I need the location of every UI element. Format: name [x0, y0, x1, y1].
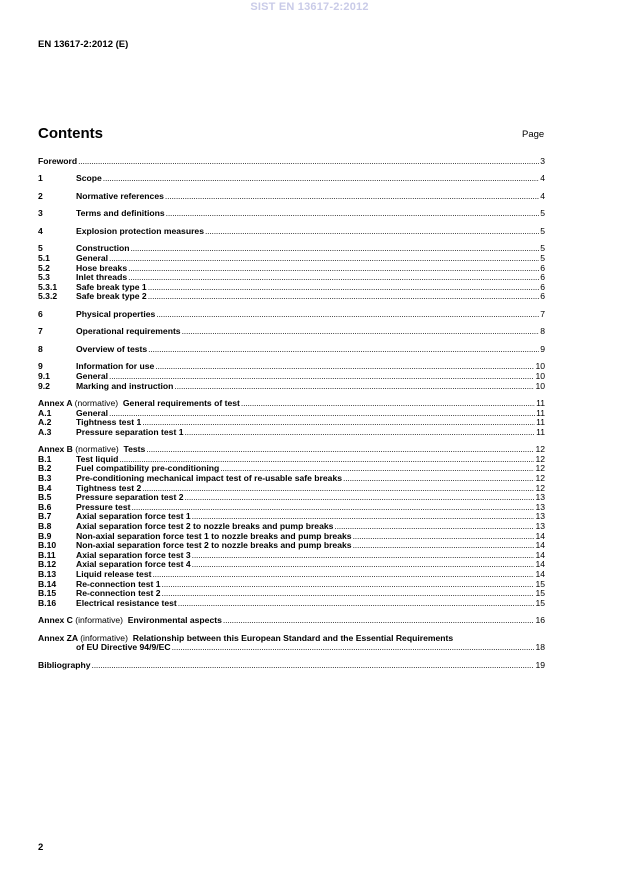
toc-title: Marking and instruction [76, 380, 174, 391]
toc-page: 11 [536, 407, 545, 418]
toc-page: 6 [540, 272, 545, 283]
toc-title: Pressure separation test 1 [76, 426, 184, 437]
leader-dots [155, 362, 534, 372]
toc-page: 12 [535, 482, 545, 493]
annex-title: Environmental aspects [127, 615, 222, 626]
toc-title: Non-axial separation force test 2 to nozzle breaks and pump breaks [76, 540, 352, 551]
toc-page: 15 [535, 578, 545, 589]
annex-title: General requirements of test [122, 398, 240, 408]
toc-number: B.14 [38, 578, 57, 589]
toc-page: 14 [535, 549, 545, 560]
toc-title: Scope [76, 173, 102, 184]
leader-dots [148, 283, 540, 293]
toc-title: Pressure test [76, 501, 131, 512]
leader-dots [156, 310, 539, 320]
toc-number: B.11 [38, 549, 56, 560]
toc-title: Liquid release test [76, 568, 152, 579]
toc-page: 13 [535, 511, 545, 522]
leader-dots [205, 227, 539, 237]
toc-page: 8 [540, 326, 545, 337]
toc-number: 5.2 [38, 262, 50, 273]
toc-title: Inlet threads [76, 272, 128, 283]
toc-title: Bibliography [38, 659, 91, 670]
toc-title: Overview of tests [76, 343, 148, 354]
toc-page: 13 [535, 492, 545, 503]
toc-number: 3 [38, 208, 43, 219]
leader-dots [128, 264, 539, 274]
toc-page: 14 [535, 540, 545, 551]
toc-number: 5 [38, 243, 43, 254]
leader-dots [152, 570, 534, 580]
toc-page: 15 [535, 588, 545, 599]
toc-number: A.1 [38, 407, 52, 418]
toc-title: Re-connection test 1 [76, 578, 161, 589]
toc-entry-foreword[interactable] [38, 157, 545, 167]
leader-dots [172, 643, 535, 653]
toc-title: General [76, 370, 109, 381]
toc-entry-8[interactable] [38, 345, 545, 355]
toc-page: 4 [540, 173, 545, 184]
toc-number: 2 [38, 190, 43, 201]
toc-page: 5 [540, 243, 545, 254]
toc-title: Hose breaks [76, 262, 128, 273]
toc-title: Normative references [76, 190, 164, 201]
toc-page: 4 [540, 190, 545, 201]
annex-label: Annex B [38, 444, 73, 455]
toc-number: B.1 [38, 453, 52, 464]
leader-dots [178, 599, 535, 609]
leader-dots [131, 503, 534, 513]
leader-dots [166, 209, 540, 219]
page-column-header: Page [522, 129, 545, 140]
toc-number: B.4 [38, 482, 52, 493]
annex-label: Annex A [38, 398, 73, 408]
toc-page: 12 [535, 463, 545, 474]
watermark: SIST EN 13617-2:2012 [250, 1, 369, 13]
toc-title: Physical properties [76, 308, 156, 319]
toc-title: Tightness test 1 [76, 417, 142, 428]
toc-title: Information for use [76, 361, 155, 372]
toc-number: 5.3.2 [38, 291, 58, 302]
toc-number: B.7 [38, 511, 52, 522]
leader-dots [353, 532, 535, 542]
toc-number: B.6 [38, 501, 52, 512]
toc-title: Tightness test 2 [76, 482, 142, 493]
toc-page: 11 [536, 417, 545, 428]
toc-number: A.2 [38, 417, 52, 428]
toc-title: Pre-conditioning mechanical impact test of re-usable safe breaks [76, 473, 343, 484]
toc-entry-9-2[interactable] [38, 382, 545, 392]
annex-kind: (informative) [80, 632, 128, 643]
leader-dots [146, 445, 534, 455]
toc-entry-annex-za[interactable] [38, 643, 545, 653]
toc-page: 7 [540, 308, 545, 319]
leader-dots [142, 484, 534, 494]
toc-page: 15 [535, 597, 545, 608]
leader-dots [142, 418, 535, 428]
leader-dots [165, 192, 539, 202]
document-id: EN 13617-2:2012 (E) [38, 39, 129, 50]
toc-title: Explosion protection measures [76, 225, 204, 236]
toc-entry-3[interactable] [38, 209, 545, 219]
toc-title: of EU Directive 94/9/EC [76, 642, 171, 653]
toc-entry-7[interactable] [38, 327, 545, 337]
toc-title: Fuel compatibility pre-conditioning [76, 463, 220, 474]
toc-entry-annex-a[interactable] [38, 399, 545, 409]
toc-page: 19 [535, 659, 545, 670]
toc-entry-4[interactable] [38, 227, 545, 237]
toc-title: Safe break type 1 [76, 281, 147, 292]
contents-title: Contents [38, 125, 103, 142]
toc-title: Axial separation force test 2 to nozzle breaks and pump breaks [76, 521, 334, 532]
leader-dots [103, 174, 539, 184]
toc-page: 14 [535, 530, 545, 541]
leader-dots [92, 661, 535, 671]
toc-page: 14 [535, 568, 545, 579]
toc-title: Construction [76, 243, 130, 254]
toc-title: Test liquid [76, 453, 119, 464]
toc-page: 6 [540, 281, 545, 292]
toc-page: 6 [540, 262, 545, 273]
toc-number: B.2 [38, 463, 52, 474]
toc-page: 6 [540, 291, 545, 302]
leader-dots [334, 522, 534, 532]
toc-number: B.16 [38, 597, 57, 608]
toc-page: 18 [535, 642, 545, 653]
toc-page: 12 [535, 444, 545, 455]
leader-dots [343, 474, 534, 484]
toc-page: 5 [540, 253, 545, 264]
toc-page: 10 [535, 380, 545, 391]
leader-dots [223, 616, 535, 626]
toc-page: 14 [535, 559, 545, 570]
toc-number: B.5 [38, 492, 52, 503]
toc-entry-5-3-2[interactable] [38, 292, 545, 302]
toc-entry-6[interactable] [38, 310, 545, 320]
leader-dots [353, 541, 535, 551]
toc-title: Re-connection test 2 [76, 588, 161, 599]
annex-kind: (normative) [75, 444, 119, 455]
leader-dots [130, 244, 539, 254]
toc-number: B.12 [38, 559, 57, 570]
toc-entry-9[interactable] [38, 362, 545, 372]
toc-page: 16 [535, 615, 545, 626]
leader-dots [162, 580, 535, 590]
toc-number: 9.2 [38, 380, 50, 391]
toc-entry-5[interactable] [38, 244, 545, 254]
annex-label: Annex ZA [38, 632, 78, 643]
toc-title: Terms and definitions [76, 208, 165, 219]
leader-dots [148, 345, 539, 355]
toc-title: Non-axial separation force test 1 to nozzle breaks and pump breaks [76, 530, 352, 541]
toc-entry-annex-c[interactable] [38, 616, 545, 626]
toc-entry-bibliography[interactable] [38, 661, 545, 671]
toc-entry-2[interactable] [38, 192, 545, 202]
toc-number: B.13 [38, 568, 57, 579]
leader-dots [109, 254, 539, 264]
toc-number: B.15 [38, 588, 57, 599]
toc-number: 5.3.1 [38, 281, 58, 292]
leader-dots [128, 273, 539, 283]
toc-page: 12 [535, 473, 545, 484]
annex-kind: (normative) [74, 398, 119, 408]
toc-title: Pressure separation test 2 [76, 492, 184, 503]
toc-title: Foreword [38, 156, 78, 166]
toc-number: 8 [38, 343, 43, 354]
toc-number: 1 [38, 173, 43, 184]
toc-page: 11 [536, 398, 545, 408]
leader-dots [241, 399, 535, 409]
toc-entry-a-3[interactable] [38, 428, 545, 438]
toc-number: B.8 [38, 521, 52, 532]
leader-dots [192, 560, 535, 570]
leader-dots [184, 493, 534, 503]
leader-dots [192, 551, 535, 561]
leader-dots [78, 157, 539, 167]
toc-number: B.3 [38, 473, 52, 484]
toc-number: 4 [38, 225, 43, 236]
leader-dots [182, 327, 540, 337]
toc-number: 5.1 [38, 253, 50, 264]
toc-entry-1[interactable] [38, 174, 545, 184]
toc-number: 9 [38, 361, 43, 372]
toc-number: B.10 [38, 540, 57, 551]
toc-title [38, 399, 240, 409]
toc-title: Electrical resistance test [76, 597, 177, 608]
toc-number: 5.3 [38, 272, 50, 283]
leader-dots [162, 589, 535, 599]
toc-page: 10 [535, 370, 545, 381]
annex-label: Annex C [38, 615, 73, 626]
toc-number: A.3 [38, 426, 52, 437]
leader-dots [174, 382, 534, 392]
toc-number: 6 [38, 308, 43, 319]
toc-title: Safe break type 2 [76, 291, 147, 302]
toc-page: 11 [536, 426, 545, 437]
toc-title: General [76, 407, 109, 418]
toc-page: 3 [540, 156, 545, 166]
annex-title: Tests [123, 444, 146, 455]
leader-dots [148, 292, 540, 302]
toc-number: 7 [38, 326, 43, 337]
leader-dots [109, 409, 535, 419]
annex-kind: (informative) [75, 615, 124, 626]
annex-title: Relationship between this European Standard and the Essential Requirements [132, 632, 454, 643]
toc-title: Operational requirements [76, 326, 181, 337]
toc-entry-b-16[interactable] [38, 599, 545, 609]
toc-page: 10 [535, 361, 545, 372]
toc-number: 9.1 [38, 370, 50, 381]
toc-title: Axial separation force test 4 [76, 559, 191, 570]
toc-number: B.9 [38, 530, 52, 541]
table-of-contents [38, 157, 545, 670]
toc-title: General [76, 253, 109, 264]
toc-page: 5 [540, 208, 545, 219]
toc-page: 9 [540, 343, 545, 354]
toc-page: 13 [535, 521, 545, 532]
toc-title: Axial separation force test 3 [76, 549, 191, 560]
toc-title: Axial separation force test 1 [76, 511, 191, 522]
toc-page: 13 [535, 501, 545, 512]
leader-dots [184, 428, 535, 438]
toc-title [38, 616, 222, 626]
page-number: 2 [38, 842, 44, 853]
toc-page: 12 [535, 453, 545, 464]
toc-page: 5 [540, 225, 545, 236]
